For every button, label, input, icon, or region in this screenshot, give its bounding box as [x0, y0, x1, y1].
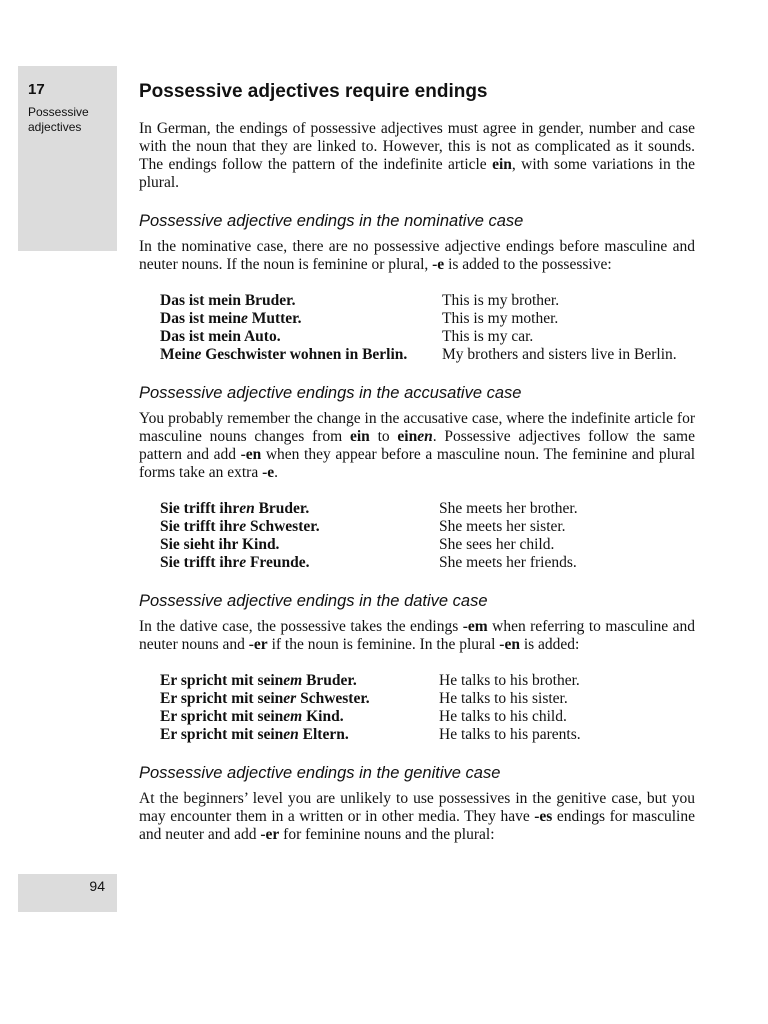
- german-example: Sie trifft ihren Bruder.: [160, 500, 310, 517]
- page-number: 94: [89, 878, 105, 894]
- example-row: [160, 708, 581, 726]
- german-example: Er spricht mit seinem Kind.: [160, 708, 344, 725]
- example-row: [160, 536, 578, 554]
- chapter-tab: [18, 66, 117, 251]
- section-heading: Possessive adjective endings in the nominative case: [139, 212, 524, 230]
- english-translation: She meets her brother.: [439, 500, 578, 517]
- english-translation: My brothers and sisters live in Berlin.: [442, 346, 677, 363]
- example-table: [160, 292, 677, 364]
- section: [139, 762, 695, 844]
- german-example: Meine Geschwister wohnen in Berlin.: [160, 346, 408, 363]
- example-table: [160, 500, 578, 572]
- section: [139, 382, 695, 572]
- section-body: At the beginners’ level you are unlikely to use possessives in the genitive case, but you may encounter them in a written or in other media. They have -es endings for masculine and neuter and add -er for feminine nouns and the plural:: [139, 790, 695, 843]
- english-translation: This is my brother.: [442, 292, 560, 309]
- english-translation: He talks to his child.: [439, 708, 567, 725]
- german-example: Er spricht mit seiner Schwester.: [160, 690, 370, 707]
- intro-paragraph: In German, the endings of possessive adjectives must agree in gender, number and case with the noun that they are linked to. However, this is not as complicated as it sounds. The endings follow the pattern of the indefinite article ein, with some variations in the plural.: [139, 120, 695, 191]
- example-row: [160, 518, 578, 536]
- section-heading: Possessive adjective endings in the genitive case: [139, 764, 501, 782]
- section: [139, 210, 695, 364]
- english-translation: He talks to his parents.: [439, 726, 581, 743]
- main-content: [139, 80, 695, 862]
- chapter-title: Possessive adjectives: [28, 105, 89, 134]
- german-example: Das ist meine Mutter.: [160, 310, 302, 327]
- english-translation: She sees her child.: [439, 536, 555, 553]
- english-translation: This is my mother.: [442, 310, 559, 327]
- section-body: In the nominative case, there are no possessive adjective endings before masculine and neuter nouns. If the noun is feminine or plural, -e is added to the possessive:: [139, 238, 695, 273]
- english-translation: This is my car.: [442, 328, 534, 345]
- example-row: [160, 554, 578, 572]
- german-example: Sie sieht ihr Kind.: [160, 536, 280, 553]
- example-row: [160, 500, 578, 518]
- german-example: Sie trifft ihre Freunde.: [160, 554, 310, 571]
- sections: [139, 210, 695, 844]
- chapter-number: 17: [28, 81, 45, 98]
- page-number-tab: [18, 874, 117, 912]
- section-heading: Possessive adjective endings in the dative case: [139, 592, 488, 610]
- english-translation: He talks to his brother.: [439, 672, 580, 689]
- german-example: Er spricht mit seinen Eltern.: [160, 726, 349, 743]
- section-heading: Possessive adjective endings in the accusative case: [139, 384, 522, 402]
- example-row: [160, 310, 677, 328]
- german-example: Er spricht mit seinem Bruder.: [160, 672, 357, 689]
- example-row: [160, 726, 581, 744]
- example-row: [160, 292, 677, 310]
- english-translation: She meets her friends.: [439, 554, 577, 571]
- german-example: Das ist mein Auto.: [160, 328, 281, 345]
- page-title: Possessive adjectives require endings: [139, 81, 488, 102]
- section-body: In the dative case, the possessive takes the endings -em when referring to masculine and neuter nouns and -er if the noun is feminine. In the plural -en is added:: [139, 618, 695, 653]
- example-table: [160, 672, 581, 744]
- example-row: [160, 346, 677, 364]
- example-row: [160, 328, 677, 346]
- english-translation: He talks to his sister.: [439, 690, 568, 707]
- german-example: Sie trifft ihre Schwester.: [160, 518, 320, 535]
- section-body: You probably remember the change in the accusative case, where the indefinite article for masculine nouns changes from ein to einen. Possessive adjectives follow the same pattern and add -en when they appear before a masculine noun. The feminine and plural forms take an extra -e.: [139, 410, 695, 481]
- english-translation: She meets her sister.: [439, 518, 566, 535]
- example-row: [160, 690, 581, 708]
- section: [139, 590, 695, 744]
- example-row: [160, 672, 581, 690]
- german-example: Das ist mein Bruder.: [160, 292, 296, 309]
